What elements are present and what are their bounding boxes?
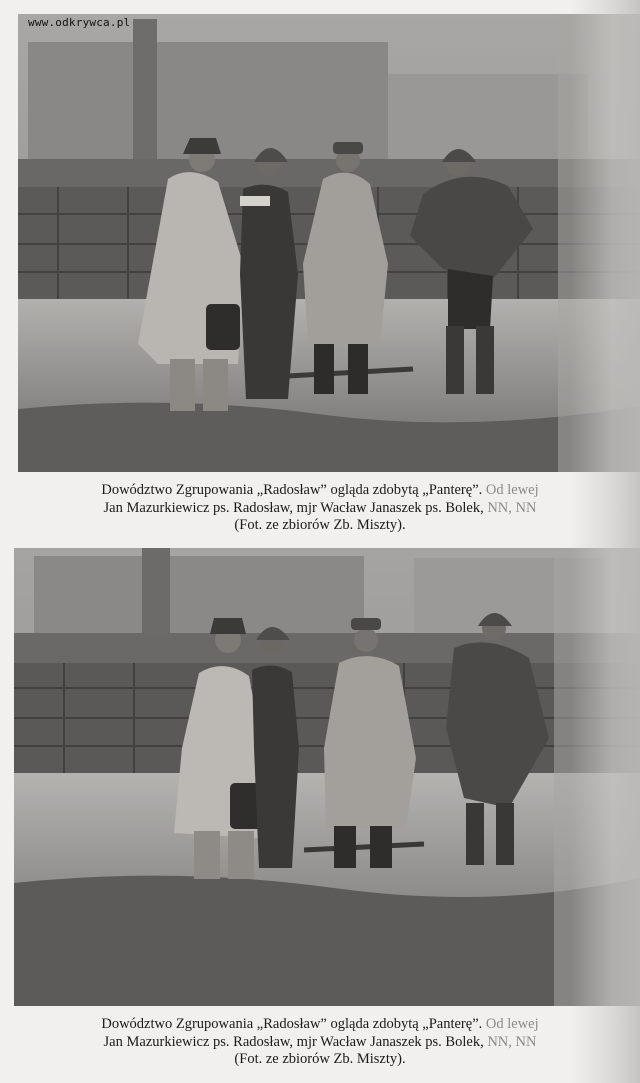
photo-2-caption [0,1016,640,1069]
photograph-2 [14,548,640,1006]
caption-2-line-1-faded: Od lewej [482,1016,539,1032]
caption-1-line-2-faded: NN, NN [483,499,537,516]
photo-1-caption [0,482,640,535]
caption-2-line-1: Dowództwo Zgrupowania „Radosław” ogląda zdobytą „Panterę”. Od lewej [101,1016,539,1032]
caption-1-line-1: Dowództwo Zgrupowania „Radosław” ogląda zdobytą „Panterę”. Od lewej [101,482,539,498]
caption-1-line-1-faded: Od lewej [482,482,539,498]
caption-2-line-2-faded: NN, NN [483,1033,537,1050]
photo-2-illustration [14,548,640,1006]
caption-1-line-3: (Fot. ze zbiorów Zb. Miszty). [234,517,406,533]
watermark-text: www.odkrywca.pl [28,16,131,29]
caption-2-line-3: (Fot. ze zbiorów Zb. Miszty). [234,1051,406,1067]
photo-1-illustration [18,14,640,472]
photograph-1 [18,14,640,472]
caption-1-line-2: Jan Mazurkiewicz ps. Radosław, mjr Wacław Janaszek ps. Bolek, NN, NN [103,499,537,516]
caption-2-line-2: Jan Mazurkiewicz ps. Radosław, mjr Wacław Janaszek ps. Bolek, NN, NN [103,1033,537,1050]
